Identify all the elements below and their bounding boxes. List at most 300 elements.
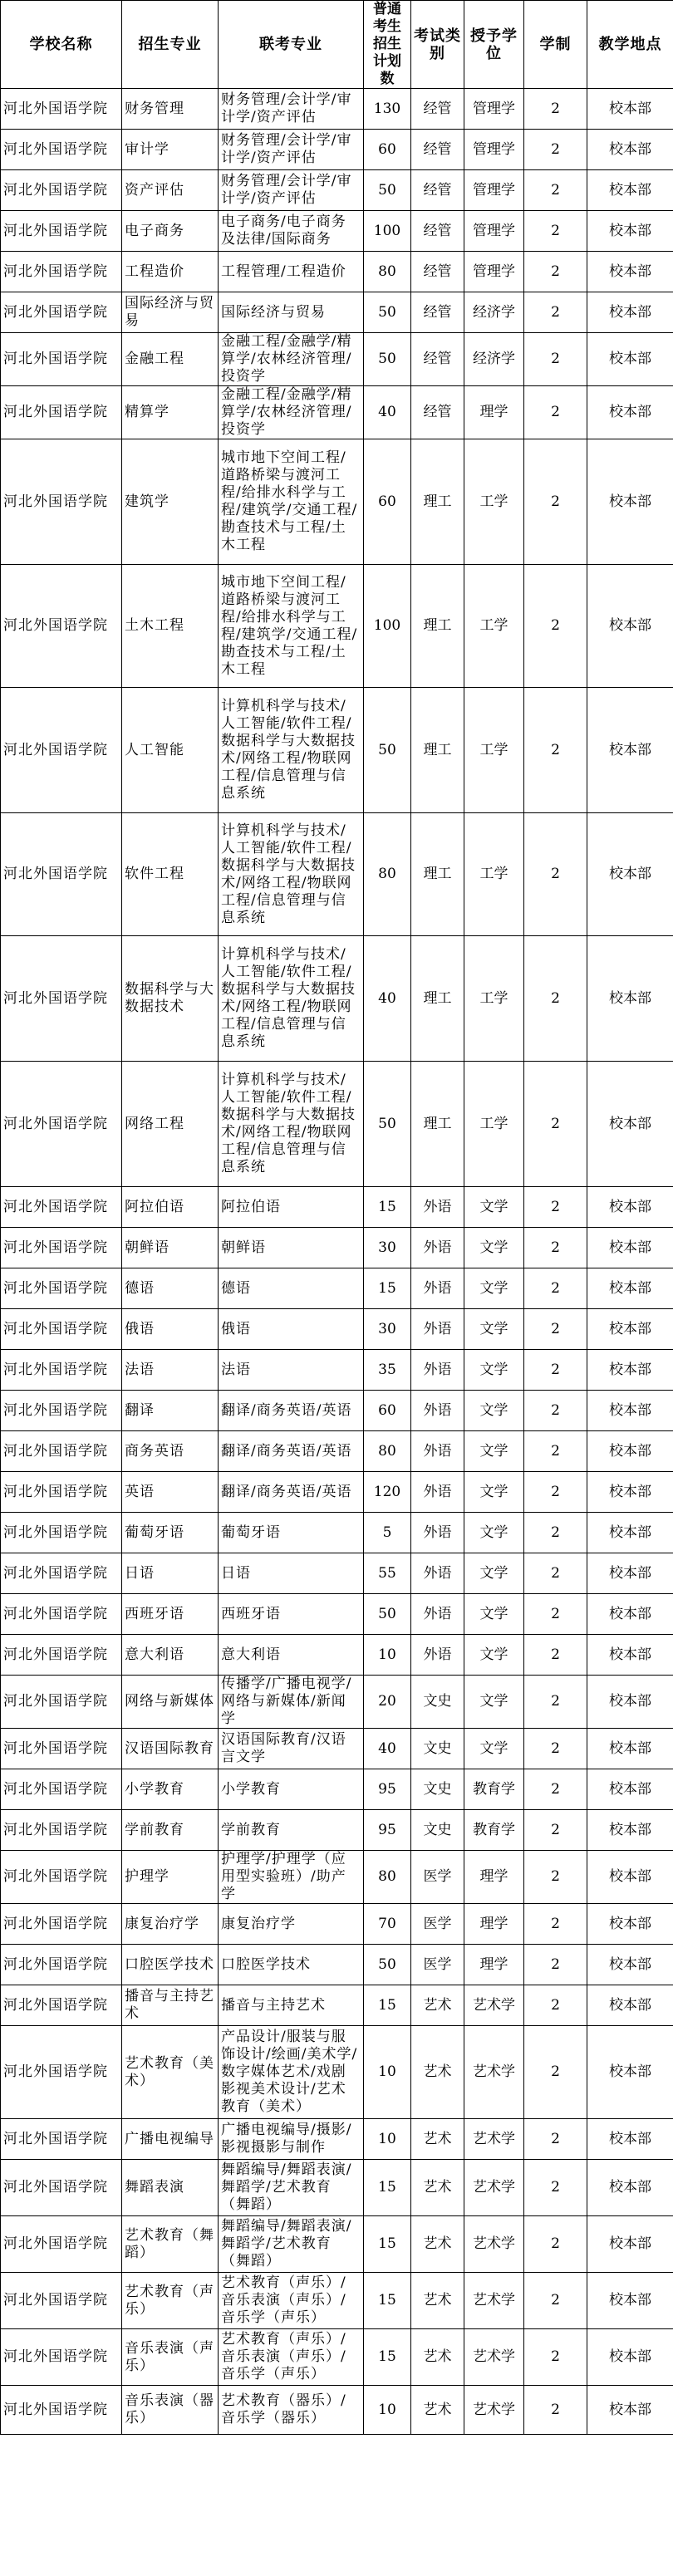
cell-duration: 2: [524, 1729, 587, 1769]
cell-location: 校本部: [587, 1810, 673, 1851]
cell-school-name: 河北外国语学院: [1, 1810, 122, 1851]
cell-major: 艺术教育（舞蹈）: [122, 2216, 219, 2273]
cell-location: 校本部: [587, 2216, 673, 2273]
cell-school-name: 河北外国语学院: [1, 292, 122, 333]
table-row: [1, 2160, 673, 2216]
cell-exam-category: 外语: [411, 1431, 464, 1472]
cell-location: 校本部: [587, 1187, 673, 1228]
cell-school-name: 河北外国语学院: [1, 1187, 122, 1228]
cell-school-name: 河北外国语学院: [1, 1062, 122, 1187]
cell-plan-count: 130: [364, 89, 411, 130]
cell-exam-category: 外语: [411, 1513, 464, 1553]
cell-plan-count: 100: [364, 211, 411, 252]
table-row: [1, 1472, 673, 1513]
cell-duration: 2: [524, 1676, 587, 1729]
cell-location: 校本部: [587, 89, 673, 130]
table-row: [1, 252, 673, 292]
cell-plan-count: 15: [364, 2273, 411, 2329]
cell-location: 校本部: [587, 1268, 673, 1309]
cell-major: 葡萄牙语: [122, 1513, 219, 1553]
cell-degree: 工学: [464, 565, 524, 688]
cell-location: 校本部: [587, 170, 673, 211]
cell-exam-category: 经管: [411, 333, 464, 386]
cell-school-name: 河北外国语学院: [1, 1851, 122, 1904]
cell-exam-major: 学前教育: [219, 1810, 364, 1851]
cell-exam-category: 艺术: [411, 2329, 464, 2386]
cell-major: 国际经济与贸易: [122, 292, 219, 333]
cell-exam-major: 金融工程/金融学/精算学/农林经济管理/投资学: [219, 386, 364, 439]
cell-location: 校本部: [587, 2386, 673, 2435]
cell-major: 音乐表演（声乐）: [122, 2329, 219, 2386]
cell-plan-count: 60: [364, 439, 411, 565]
table-row: [1, 170, 673, 211]
cell-exam-major: 舞蹈编导/舞蹈表演/舞蹈学/艺术教育（舞蹈）: [219, 2216, 364, 2273]
cell-school-name: 河北外国语学院: [1, 2273, 122, 2329]
header-exam-major: 联考专业: [219, 1, 364, 89]
cell-major: 商务英语: [122, 1431, 219, 1472]
cell-plan-count: 15: [364, 1985, 411, 2026]
cell-exam-category: 文史: [411, 1810, 464, 1851]
header-location: 教学地点: [587, 1, 673, 89]
cell-degree: 艺术学: [464, 2119, 524, 2160]
cell-major: 审计学: [122, 130, 219, 170]
cell-exam-category: 理工: [411, 439, 464, 565]
cell-duration: 2: [524, 1553, 587, 1594]
cell-major: 精算学: [122, 386, 219, 439]
cell-plan-count: 15: [364, 2216, 411, 2273]
cell-major: 音乐表演（器乐）: [122, 2386, 219, 2435]
cell-exam-major: 翻译/商务英语/英语: [219, 1391, 364, 1431]
cell-major: 数据科学与大数据技术: [122, 936, 219, 1062]
cell-degree: 文学: [464, 1350, 524, 1391]
table-row: [1, 2273, 673, 2329]
cell-exam-category: 文史: [411, 1676, 464, 1729]
cell-plan-count: 15: [364, 2160, 411, 2216]
cell-degree: 艺术学: [464, 2386, 524, 2435]
cell-exam-category: 外语: [411, 1635, 464, 1676]
table-row: [1, 2386, 673, 2435]
cell-plan-count: 80: [364, 1431, 411, 1472]
table-row: [1, 936, 673, 1062]
cell-location: 校本部: [587, 1553, 673, 1594]
cell-location: 校本部: [587, 2273, 673, 2329]
cell-exam-major: 舞蹈编导/舞蹈表演/舞蹈学/艺术教育（舞蹈）: [219, 2160, 364, 2216]
cell-duration: 2: [524, 1985, 587, 2026]
cell-degree: 管理学: [464, 211, 524, 252]
cell-duration: 2: [524, 2216, 587, 2273]
cell-exam-category: 外语: [411, 1472, 464, 1513]
cell-exam-category: 医学: [411, 1904, 464, 1945]
cell-major: 资产评估: [122, 170, 219, 211]
cell-exam-major: 金融工程/金融学/精算学/农林经济管理/投资学: [219, 333, 364, 386]
cell-duration: 2: [524, 1472, 587, 1513]
cell-location: 校本部: [587, 1635, 673, 1676]
table-row: [1, 1268, 673, 1309]
cell-plan-count: 5: [364, 1513, 411, 1553]
table-row: [1, 211, 673, 252]
cell-school-name: 河北外国语学院: [1, 1553, 122, 1594]
cell-duration: 2: [524, 211, 587, 252]
cell-exam-major: 西班牙语: [219, 1594, 364, 1635]
cell-degree: 经济学: [464, 292, 524, 333]
cell-exam-category: 经管: [411, 292, 464, 333]
cell-degree: 管理学: [464, 130, 524, 170]
cell-degree: 文学: [464, 1187, 524, 1228]
header-duration: 学制: [524, 1, 587, 89]
cell-duration: 2: [524, 439, 587, 565]
cell-plan-count: 35: [364, 1350, 411, 1391]
cell-school-name: 河北外国语学院: [1, 1904, 122, 1945]
table-row: [1, 1985, 673, 2026]
cell-major: 护理学: [122, 1851, 219, 1904]
cell-duration: 2: [524, 1062, 587, 1187]
cell-location: 校本部: [587, 1309, 673, 1350]
cell-location: 校本部: [587, 1513, 673, 1553]
cell-exam-major: 阿拉伯语: [219, 1187, 364, 1228]
cell-major: 工程造价: [122, 252, 219, 292]
cell-plan-count: 50: [364, 292, 411, 333]
cell-duration: 2: [524, 1228, 587, 1268]
cell-plan-count: 40: [364, 936, 411, 1062]
cell-degree: 艺术学: [464, 2216, 524, 2273]
table-row: [1, 89, 673, 130]
cell-school-name: 河北外国语学院: [1, 1309, 122, 1350]
cell-school-name: 河北外国语学院: [1, 2160, 122, 2216]
cell-school-name: 河北外国语学院: [1, 1431, 122, 1472]
table-row: [1, 2329, 673, 2386]
cell-duration: 2: [524, 1594, 587, 1635]
cell-exam-major: 艺术教育（声乐）/音乐表演（声乐）/音乐学（声乐）: [219, 2329, 364, 2386]
cell-plan-count: 100: [364, 565, 411, 688]
cell-major: 软件工程: [122, 813, 219, 936]
cell-duration: 2: [524, 130, 587, 170]
cell-plan-count: 10: [364, 2026, 411, 2119]
table-row: [1, 1187, 673, 1228]
cell-major: 英语: [122, 1472, 219, 1513]
cell-exam-category: 外语: [411, 1268, 464, 1309]
cell-exam-major: 播音与主持艺术: [219, 1985, 364, 2026]
cell-location: 校本部: [587, 1851, 673, 1904]
header-exam-category: 考试类别: [411, 1, 464, 89]
cell-exam-category: 理工: [411, 813, 464, 936]
cell-plan-count: 15: [364, 1268, 411, 1309]
cell-duration: 2: [524, 1769, 587, 1810]
cell-degree: 文学: [464, 1431, 524, 1472]
cell-duration: 2: [524, 2386, 587, 2435]
cell-plan-count: 50: [364, 333, 411, 386]
cell-plan-count: 10: [364, 2386, 411, 2435]
cell-duration: 2: [524, 292, 587, 333]
cell-plan-count: 40: [364, 1729, 411, 1769]
table-row: [1, 2026, 673, 2119]
cell-major: 艺术教育（声乐）: [122, 2273, 219, 2329]
cell-exam-major: 财务管理/会计学/审计学/资产评估: [219, 89, 364, 130]
cell-plan-count: 120: [364, 1472, 411, 1513]
cell-duration: 2: [524, 1945, 587, 1985]
cell-major: 财务管理: [122, 89, 219, 130]
cell-degree: 文学: [464, 1635, 524, 1676]
table-row: [1, 813, 673, 936]
cell-exam-major: 工程管理/工程造价: [219, 252, 364, 292]
cell-location: 校本部: [587, 252, 673, 292]
cell-major: 电子商务: [122, 211, 219, 252]
header-school-name: 学校名称: [1, 1, 122, 89]
cell-exam-category: 外语: [411, 1594, 464, 1635]
cell-school-name: 河北外国语学院: [1, 386, 122, 439]
cell-location: 校本部: [587, 1228, 673, 1268]
cell-school-name: 河北外国语学院: [1, 1391, 122, 1431]
cell-duration: 2: [524, 1309, 587, 1350]
cell-location: 校本部: [587, 2119, 673, 2160]
cell-school-name: 河北外国语学院: [1, 252, 122, 292]
cell-exam-major: 小学教育: [219, 1769, 364, 1810]
cell-school-name: 河北外国语学院: [1, 2386, 122, 2435]
cell-major: 日语: [122, 1553, 219, 1594]
cell-degree: 文学: [464, 1594, 524, 1635]
cell-school-name: 河北外国语学院: [1, 1985, 122, 2026]
table-row: [1, 333, 673, 386]
cell-duration: 2: [524, 1350, 587, 1391]
cell-school-name: 河北外国语学院: [1, 936, 122, 1062]
cell-school-name: 河北外国语学院: [1, 89, 122, 130]
cell-exam-category: 经管: [411, 89, 464, 130]
cell-duration: 2: [524, 1810, 587, 1851]
table-row: [1, 1553, 673, 1594]
cell-major: 艺术教育（美术）: [122, 2026, 219, 2119]
cell-location: 校本部: [587, 1594, 673, 1635]
cell-duration: 2: [524, 688, 587, 813]
cell-degree: 理学: [464, 1851, 524, 1904]
cell-plan-count: 10: [364, 2119, 411, 2160]
cell-major: 网络与新媒体: [122, 1676, 219, 1729]
cell-exam-major: 产品设计/服装与服饰设计/绘画/美术学/数字媒体艺术/戏剧影视美术设计/艺术教育（美术）: [219, 2026, 364, 2119]
table-row: [1, 2216, 673, 2273]
cell-exam-category: 艺术: [411, 2386, 464, 2435]
cell-exam-category: 医学: [411, 1851, 464, 1904]
table-row: [1, 1431, 673, 1472]
cell-duration: 2: [524, 1513, 587, 1553]
cell-plan-count: 30: [364, 1309, 411, 1350]
cell-location: 校本部: [587, 565, 673, 688]
cell-plan-count: 95: [364, 1769, 411, 1810]
cell-exam-major: 朝鲜语: [219, 1228, 364, 1268]
cell-school-name: 河北外国语学院: [1, 688, 122, 813]
cell-location: 校本部: [587, 1945, 673, 1985]
cell-location: 校本部: [587, 333, 673, 386]
cell-degree: 艺术学: [464, 1985, 524, 2026]
cell-location: 校本部: [587, 2026, 673, 2119]
cell-degree: 文学: [464, 1729, 524, 1769]
cell-location: 校本部: [587, 1472, 673, 1513]
cell-major: 金融工程: [122, 333, 219, 386]
table-row: [1, 1594, 673, 1635]
cell-plan-count: 80: [364, 252, 411, 292]
cell-exam-category: 经管: [411, 252, 464, 292]
cell-exam-category: 理工: [411, 565, 464, 688]
cell-major: 小学教育: [122, 1769, 219, 1810]
cell-exam-major: 翻译/商务英语/英语: [219, 1431, 364, 1472]
cell-exam-major: 计算机科学与技术/人工智能/软件工程/数据科学与大数据技术/网络工程/物联网工程/信息管理与信息系统: [219, 1062, 364, 1187]
cell-location: 校本部: [587, 2329, 673, 2386]
table-row: [1, 1228, 673, 1268]
cell-major: 俄语: [122, 1309, 219, 1350]
cell-school-name: 河北外国语学院: [1, 1594, 122, 1635]
cell-duration: 2: [524, 89, 587, 130]
cell-school-name: 河北外国语学院: [1, 1350, 122, 1391]
cell-major: 西班牙语: [122, 1594, 219, 1635]
cell-degree: 艺术学: [464, 2026, 524, 2119]
cell-major: 法语: [122, 1350, 219, 1391]
table-row: [1, 292, 673, 333]
cell-major: 舞蹈表演: [122, 2160, 219, 2216]
cell-major: 朝鲜语: [122, 1228, 219, 1268]
cell-location: 校本部: [587, 813, 673, 936]
cell-duration: 2: [524, 1431, 587, 1472]
cell-degree: 艺术学: [464, 2273, 524, 2329]
cell-degree: 文学: [464, 1268, 524, 1309]
cell-exam-major: 传播学/广播电视学/网络与新媒体/新闻学: [219, 1676, 364, 1729]
cell-school-name: 河北外国语学院: [1, 565, 122, 688]
cell-duration: 2: [524, 1187, 587, 1228]
cell-exam-major: 康复治疗学: [219, 1904, 364, 1945]
cell-degree: 工学: [464, 439, 524, 565]
cell-exam-major: 德语: [219, 1268, 364, 1309]
cell-school-name: 河北外国语学院: [1, 1472, 122, 1513]
cell-degree: 工学: [464, 688, 524, 813]
cell-degree: 理学: [464, 386, 524, 439]
cell-location: 校本部: [587, 1391, 673, 1431]
table-row: [1, 1062, 673, 1187]
cell-degree: 工学: [464, 1062, 524, 1187]
cell-duration: 2: [524, 252, 587, 292]
cell-degree: 文学: [464, 1676, 524, 1729]
cell-plan-count: 40: [364, 386, 411, 439]
cell-location: 校本部: [587, 211, 673, 252]
cell-major: 阿拉伯语: [122, 1187, 219, 1228]
cell-major: 意大利语: [122, 1635, 219, 1676]
table-row: [1, 1769, 673, 1810]
cell-duration: 2: [524, 2273, 587, 2329]
cell-duration: 2: [524, 1268, 587, 1309]
table-row: [1, 1350, 673, 1391]
table-row: [1, 688, 673, 813]
cell-plan-count: 20: [364, 1676, 411, 1729]
cell-degree: 文学: [464, 1513, 524, 1553]
cell-exam-category: 艺术: [411, 2273, 464, 2329]
cell-exam-category: 外语: [411, 1187, 464, 1228]
cell-exam-major: 口腔医学技术: [219, 1945, 364, 1985]
cell-exam-category: 外语: [411, 1228, 464, 1268]
cell-location: 校本部: [587, 1769, 673, 1810]
header-row: [1, 1, 673, 89]
header-degree: 授予学位: [464, 1, 524, 89]
cell-location: 校本部: [587, 439, 673, 565]
cell-degree: 文学: [464, 1391, 524, 1431]
cell-plan-count: 80: [364, 813, 411, 936]
cell-duration: 2: [524, 386, 587, 439]
cell-plan-count: 95: [364, 1810, 411, 1851]
cell-exam-category: 经管: [411, 130, 464, 170]
header-plan-count: 普通考生招生计划数: [364, 1, 411, 89]
cell-plan-count: 70: [364, 1904, 411, 1945]
table-row: [1, 1851, 673, 1904]
cell-school-name: 河北外国语学院: [1, 1513, 122, 1553]
cell-location: 校本部: [587, 292, 673, 333]
table-row: [1, 1635, 673, 1676]
cell-plan-count: 60: [364, 1391, 411, 1431]
cell-degree: 艺术学: [464, 2329, 524, 2386]
cell-exam-major: 俄语: [219, 1309, 364, 1350]
cell-exam-category: 经管: [411, 170, 464, 211]
cell-major: 建筑学: [122, 439, 219, 565]
cell-location: 校本部: [587, 2160, 673, 2216]
cell-school-name: 河北外国语学院: [1, 1268, 122, 1309]
table-row: [1, 1391, 673, 1431]
cell-school-name: 河北外国语学院: [1, 2119, 122, 2160]
cell-major: 德语: [122, 1268, 219, 1309]
cell-degree: 文学: [464, 1228, 524, 1268]
table-row: [1, 1513, 673, 1553]
table-row: [1, 1676, 673, 1729]
cell-duration: 2: [524, 565, 587, 688]
cell-plan-count: 60: [364, 130, 411, 170]
cell-duration: 2: [524, 1904, 587, 1945]
cell-degree: 工学: [464, 813, 524, 936]
table-row: [1, 1309, 673, 1350]
cell-exam-category: 文史: [411, 1769, 464, 1810]
cell-major: 口腔医学技术: [122, 1945, 219, 1985]
cell-exam-category: 理工: [411, 688, 464, 813]
cell-exam-category: 文史: [411, 1729, 464, 1769]
cell-plan-count: 30: [364, 1228, 411, 1268]
table-row: [1, 2119, 673, 2160]
cell-school-name: 河北外国语学院: [1, 333, 122, 386]
cell-exam-major: 护理学/护理学（应用型实验班）/助产学: [219, 1851, 364, 1904]
cell-duration: 2: [524, 813, 587, 936]
cell-location: 校本部: [587, 1676, 673, 1729]
cell-major: 康复治疗学: [122, 1904, 219, 1945]
cell-exam-category: 医学: [411, 1945, 464, 1985]
cell-exam-major: 城市地下空间工程/道路桥梁与渡河工程/给排水科学与工程/建筑学/交通工程/勘查技术与工程/土木工程: [219, 565, 364, 688]
cell-exam-major: 艺术教育（器乐）/音乐学（器乐）: [219, 2386, 364, 2435]
cell-duration: 2: [524, 2329, 587, 2386]
cell-degree: 文学: [464, 1472, 524, 1513]
cell-duration: 2: [524, 2026, 587, 2119]
table-row: [1, 1945, 673, 1985]
cell-major: 播音与主持艺术: [122, 1985, 219, 2026]
cell-plan-count: 50: [364, 1594, 411, 1635]
table-row: [1, 130, 673, 170]
cell-exam-major: 意大利语: [219, 1635, 364, 1676]
cell-plan-count: 50: [364, 688, 411, 813]
cell-major: 翻译: [122, 1391, 219, 1431]
cell-school-name: 河北外国语学院: [1, 1769, 122, 1810]
cell-exam-category: 外语: [411, 1391, 464, 1431]
table-row: [1, 1904, 673, 1945]
cell-duration: 2: [524, 1635, 587, 1676]
cell-exam-major: 汉语国际教育/汉语言文学: [219, 1729, 364, 1769]
cell-exam-category: 艺术: [411, 2160, 464, 2216]
cell-duration: 2: [524, 1391, 587, 1431]
cell-location: 校本部: [587, 936, 673, 1062]
table-row: [1, 386, 673, 439]
cell-exam-category: 外语: [411, 1350, 464, 1391]
table-row: [1, 1729, 673, 1769]
cell-major: 网络工程: [122, 1062, 219, 1187]
cell-degree: 艺术学: [464, 2160, 524, 2216]
cell-exam-category: 经管: [411, 386, 464, 439]
cell-degree: 管理学: [464, 252, 524, 292]
